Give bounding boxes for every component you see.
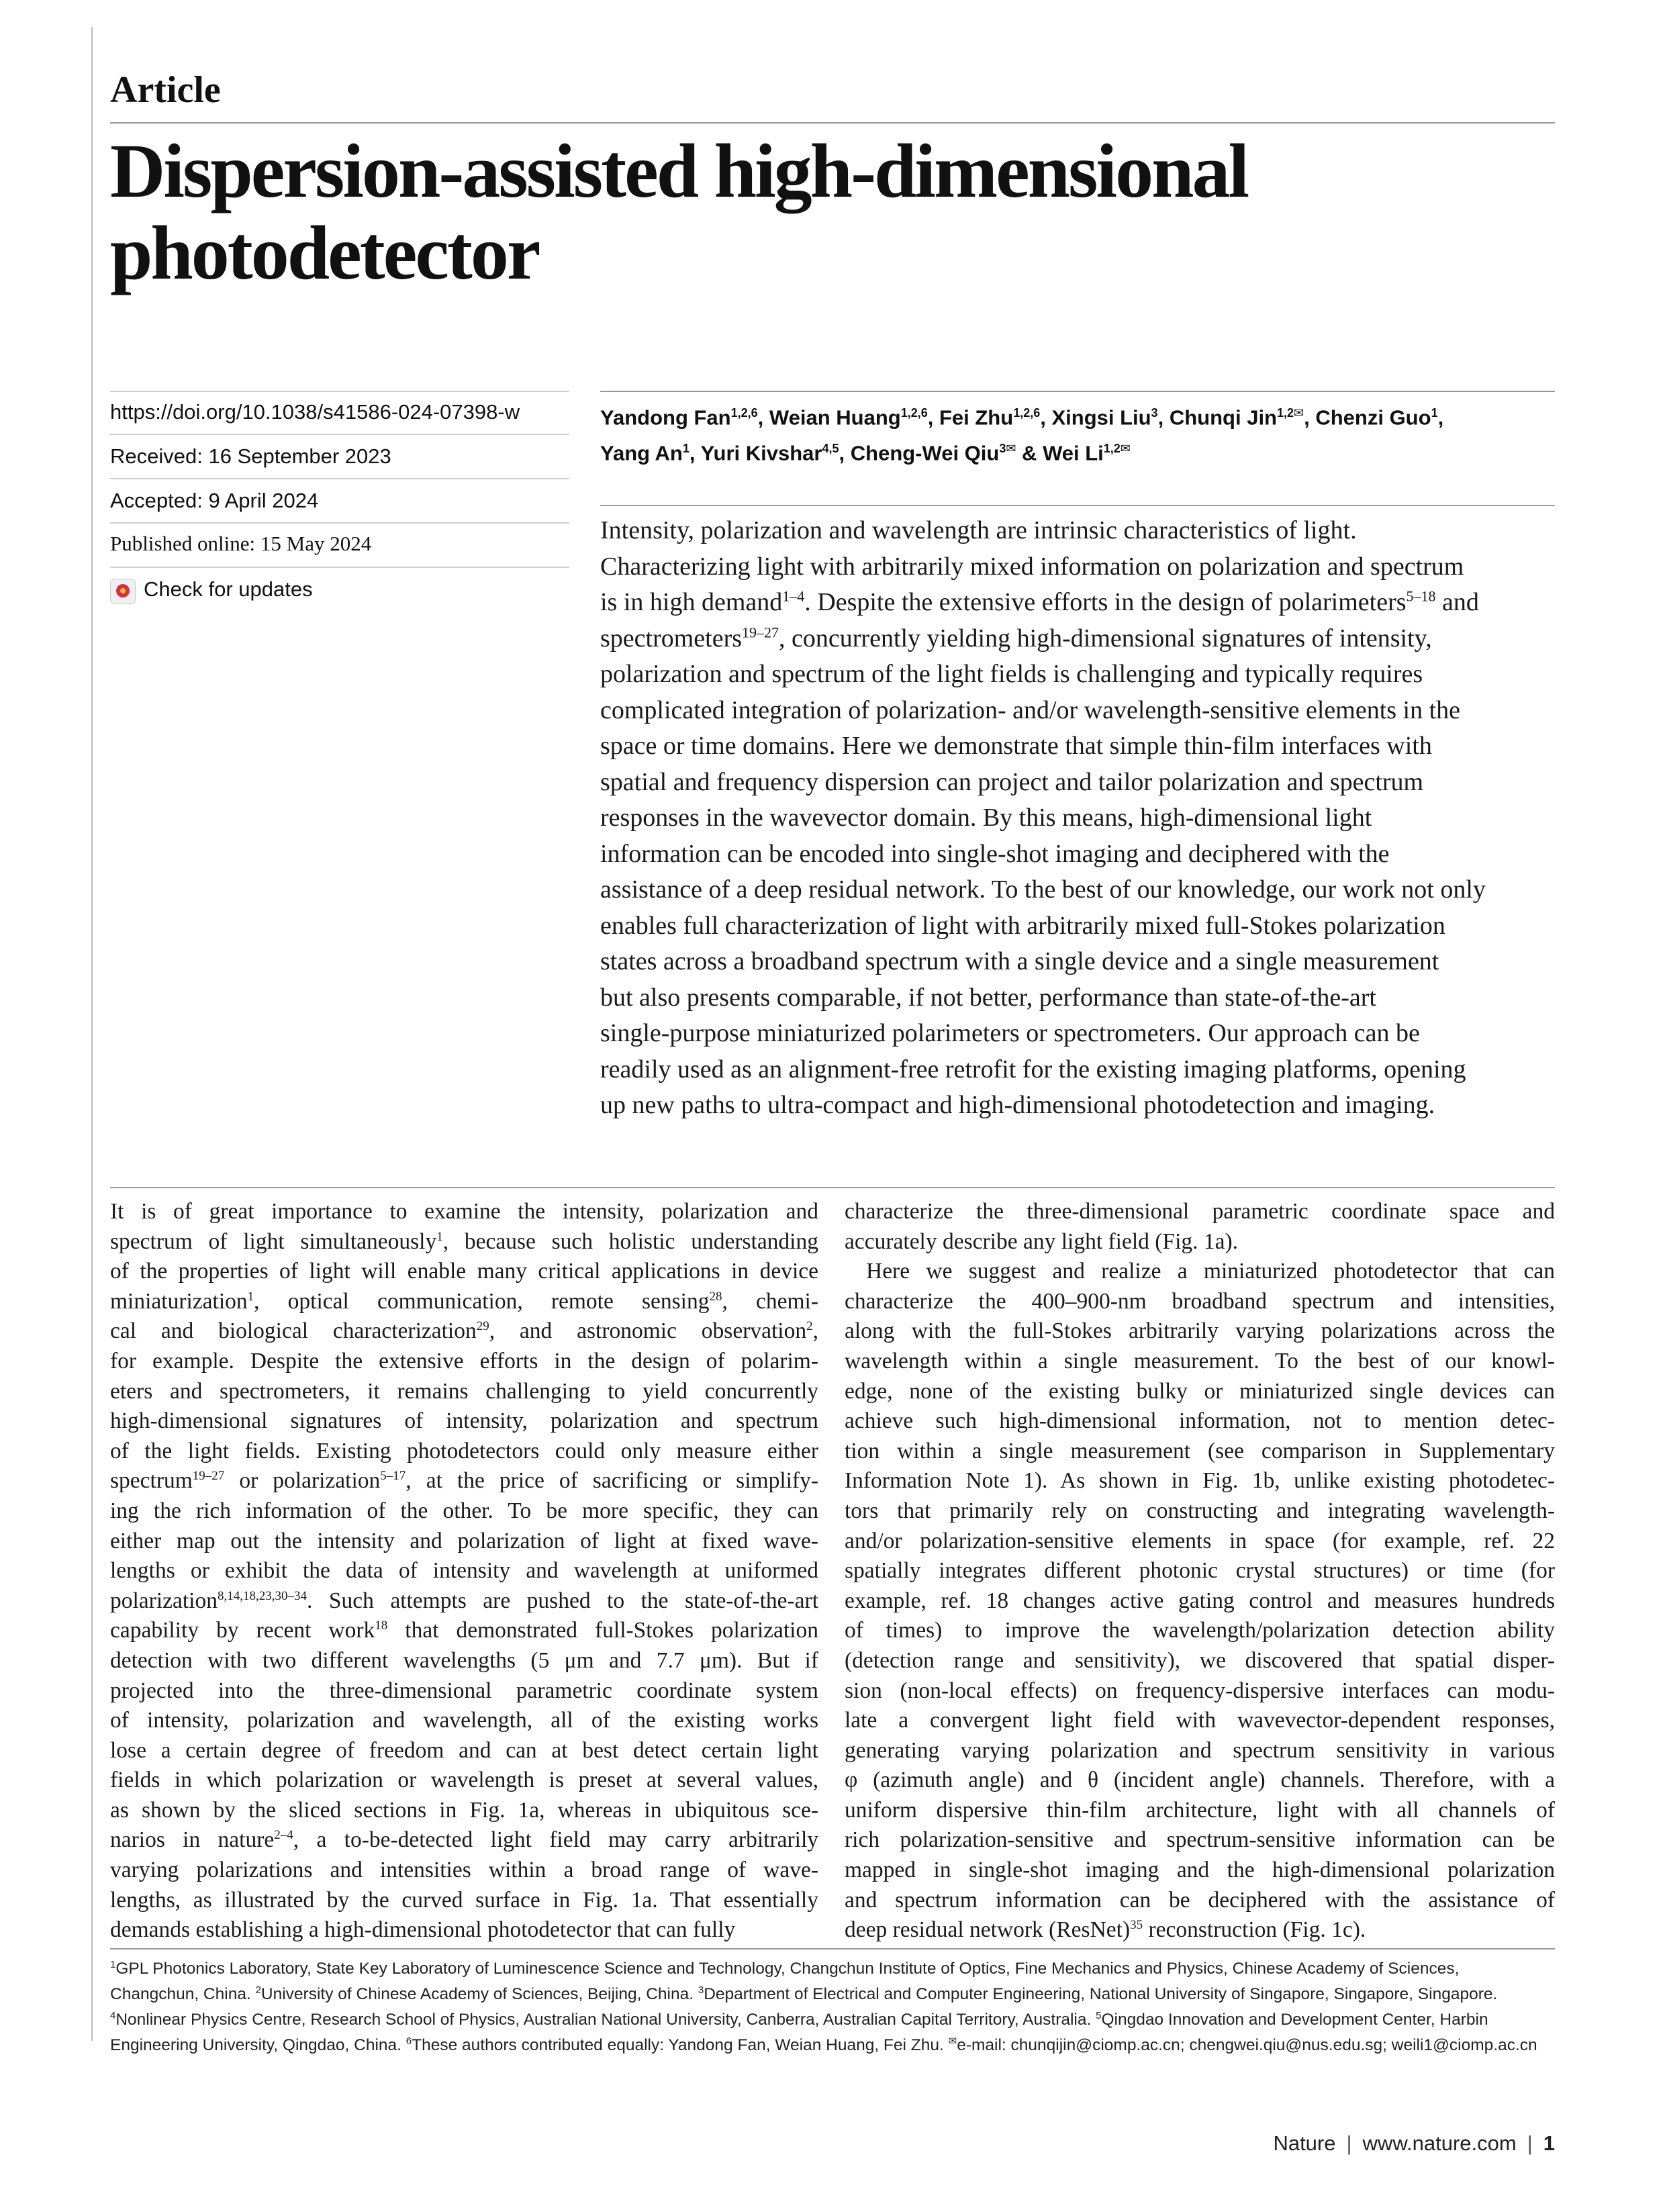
author-name: Fei Zhu bbox=[939, 405, 1014, 430]
text-run: fields in which polarization or wavelength is preset at several values, bbox=[110, 1768, 818, 1793]
body-line bbox=[845, 1766, 1555, 1796]
body-line bbox=[110, 1706, 818, 1736]
author-name: Chunqi Jin bbox=[1169, 405, 1277, 430]
text-run: responses in the wavevector domain. By this means, high-dimensional light bbox=[600, 804, 1372, 832]
text-run: of the properties of light will enable many critical applications in device bbox=[110, 1259, 818, 1284]
text-run: Changchun, China. bbox=[110, 1985, 256, 2003]
citation-superscript: 28 bbox=[709, 1289, 722, 1304]
text-run: polarization bbox=[110, 1588, 218, 1613]
body-line bbox=[845, 1676, 1555, 1706]
author-affiliation-marker: 3✉ bbox=[999, 442, 1016, 456]
abstract-line bbox=[600, 1016, 1550, 1052]
abstract-line bbox=[600, 836, 1550, 873]
footnote-line bbox=[110, 2033, 1555, 2058]
author-separator: , bbox=[1157, 405, 1170, 430]
text-run: high-dimensional signatures of intensity, polarization and spectrum bbox=[110, 1408, 818, 1434]
text-run: readily used as an alignment-free retrofit for the existing imaging platforms, opening bbox=[600, 1055, 1466, 1084]
author-name: Yandong Fan bbox=[600, 405, 731, 430]
body-column-left bbox=[110, 1197, 818, 1945]
body-line bbox=[845, 1197, 1555, 1227]
text-run: eters and spectrometers, it remains challenging to yield concurrently bbox=[110, 1378, 818, 1404]
affiliations-footnote bbox=[110, 1956, 1555, 2058]
text-run: spectrometers bbox=[600, 624, 743, 653]
text-run: spatial and frequency dispersion can project and tailor polarization and spectrum bbox=[600, 767, 1424, 796]
abstract-line bbox=[600, 657, 1550, 693]
text-run: that demonstrated full-Stokes polarization bbox=[387, 1618, 818, 1643]
author-name: Yuri Kivshar bbox=[700, 441, 822, 465]
text-run: , and astronomic observation bbox=[489, 1318, 807, 1344]
citation-superscript: 2 bbox=[255, 1984, 261, 1996]
check-for-updates-link[interactable]: Check for updates bbox=[144, 577, 313, 601]
text-run: Department of Electrical and Computer Engineering, National University of Singapore, Singapore, Singapore. bbox=[704, 1985, 1498, 2003]
text-run: and bbox=[1435, 588, 1479, 616]
body-line bbox=[845, 1466, 1555, 1496]
text-run: information can be encoded into single-shot imaging and deciphered with the bbox=[600, 839, 1390, 868]
footnote-rule bbox=[110, 1948, 1555, 1950]
text-run: for example. Despite the extensive efforts in the design of polarim- bbox=[110, 1348, 818, 1374]
article-title: Dispersion-assisted high-dimensional photodetector bbox=[110, 128, 1248, 295]
citation-superscript: 1 bbox=[436, 1229, 443, 1244]
citation-superscript: 1 bbox=[110, 1958, 116, 1970]
text-run: detection with two different wavelengths (5 μm and 7.7 μm). But if bbox=[110, 1647, 818, 1673]
text-run: spatially integrates different photonic crystal structures) or time (for bbox=[845, 1558, 1555, 1584]
author-list bbox=[600, 397, 1554, 469]
author-separator: , bbox=[1304, 405, 1316, 430]
text-run: Information Note 1). As shown in Fig. 1b, unlike existing photodetec- bbox=[845, 1468, 1555, 1494]
body-line bbox=[110, 1586, 818, 1617]
text-run: tors that primarily rely on constructing and integrating wavelength- bbox=[845, 1498, 1555, 1523]
text-run: of intensity, polarization and wavelength, all of the existing works bbox=[110, 1708, 818, 1733]
body-line bbox=[845, 1406, 1555, 1437]
text-run: is in high demand bbox=[600, 588, 783, 616]
citation-superscript: 4 bbox=[110, 2009, 116, 2021]
text-run: ing the rich information of the other. To be more specific, they can bbox=[110, 1498, 818, 1523]
text-run: These authors contributed equally: Yandong Fan, Weian Huang, Fei Zhu. bbox=[412, 2036, 949, 2054]
text-run: , concurrently yielding high-dimensional signatures of intensity, bbox=[779, 624, 1432, 653]
body-line bbox=[110, 1197, 818, 1227]
body-line bbox=[110, 1347, 818, 1377]
abstract-line bbox=[600, 585, 1550, 621]
citation-superscript: 8,14,18,23,30–34 bbox=[218, 1588, 307, 1603]
body-line bbox=[845, 1556, 1555, 1586]
body-line bbox=[845, 1646, 1555, 1676]
author-name: Yang An bbox=[600, 441, 683, 465]
abstract-line bbox=[600, 728, 1550, 765]
abstract-line bbox=[600, 693, 1550, 729]
body-line bbox=[845, 1316, 1555, 1347]
body-line bbox=[110, 1287, 818, 1317]
text-run: lose a certain degree of freedom and can at best detect certain light bbox=[110, 1737, 818, 1763]
accepted-date: Accepted: 9 April 2024 bbox=[110, 489, 319, 512]
text-run: University of Chinese Academy of Sciences, Beijing, China. bbox=[260, 1985, 698, 2003]
text-run: up new paths to ultra-compact and high-dimensional photodetection and imaging. bbox=[600, 1091, 1435, 1119]
body-line bbox=[110, 1496, 818, 1527]
text-run: reconstruction (Fig. 1c). bbox=[1143, 1917, 1366, 1943]
body-line bbox=[845, 1586, 1555, 1617]
text-run: but also presents comparable, if not better, performance than state-of-the-art bbox=[600, 983, 1376, 1012]
published-date: Published online: 15 May 2024 bbox=[110, 532, 372, 555]
text-run: space or time domains. Here we demonstrate that simple thin-film interfaces with bbox=[600, 732, 1432, 760]
text-run: Here we suggest and realize a miniaturized photodetector that can bbox=[866, 1259, 1555, 1284]
text-run: . Such attempts are pushed to the state-of-the-art bbox=[307, 1588, 818, 1613]
text-run: wavelength within a single measurement. To the best of our knowl- bbox=[845, 1348, 1555, 1374]
journal-website-link[interactable]: www.nature.com bbox=[1362, 2131, 1517, 2155]
body-line bbox=[110, 1527, 818, 1557]
footer-separator: | bbox=[1527, 2131, 1533, 2155]
text-run: generating varying polarization and spectrum sensitivity in various bbox=[845, 1737, 1555, 1763]
citation-superscript: 19–27 bbox=[742, 623, 779, 640]
text-run: states across a broadband spectrum with a single device and a single measurement bbox=[600, 947, 1439, 975]
abstract bbox=[600, 513, 1550, 1124]
citation-superscript: ✉ bbox=[948, 2035, 957, 2047]
abstract-line bbox=[600, 765, 1550, 801]
text-run: deep residual network (ResNet) bbox=[845, 1917, 1131, 1943]
left-margin-rule bbox=[91, 27, 93, 2041]
citation-superscript: 29 bbox=[476, 1319, 489, 1334]
author-separator: , bbox=[1437, 405, 1444, 430]
text-run: It is of great importance to examine the intensity, polarization and bbox=[110, 1199, 818, 1224]
body-line bbox=[845, 1706, 1555, 1736]
body-line bbox=[110, 1915, 818, 1945]
body-line bbox=[110, 1466, 818, 1496]
abstract-line bbox=[600, 908, 1550, 945]
text-run: characterize the 400–900-nm broadband spectrum and intensities, bbox=[845, 1288, 1555, 1314]
page-footer bbox=[1273, 2131, 1555, 2156]
body-line bbox=[110, 1736, 818, 1766]
text-run: Nonlinear Physics Centre, Research School of Physics, Australian National University, Canberra, Australian Capital Territory, Australia. bbox=[115, 2011, 1096, 2029]
body-line bbox=[845, 1825, 1555, 1856]
body-line bbox=[110, 1316, 818, 1347]
body-line bbox=[845, 1527, 1555, 1557]
text-run: GPL Photonics Laboratory, State Key Laboratory of Luminescence Science and Technology, Changchun Institute of Optics, Fine Mechanics and Physics, Chinese Academy of Sciences, bbox=[115, 1960, 1460, 1978]
body-line bbox=[110, 1556, 818, 1586]
author-name: Chenzi Guo bbox=[1315, 405, 1431, 430]
citation-superscript: 5–18 bbox=[1406, 587, 1436, 605]
text-run: Intensity, polarization and wavelength are intrinsic characteristics of light. bbox=[600, 516, 1357, 544]
author-separator: , bbox=[689, 441, 701, 465]
author-affiliation-marker: 1 bbox=[1431, 406, 1438, 420]
body-line bbox=[845, 1796, 1555, 1826]
text-run: rich polarization-sensitive and spectrum-sensitive information can be bbox=[845, 1827, 1555, 1853]
text-run: of the light fields. Existing photodetectors could only measure either bbox=[110, 1438, 818, 1463]
body-line bbox=[110, 1406, 818, 1437]
citation-superscript: 3 bbox=[698, 1984, 704, 1996]
text-run: φ (azimuth angle) and θ (incident angle) channels. Therefore, with a bbox=[845, 1768, 1555, 1793]
text-run: complicated integration of polarization- and/or wavelength-sensitive elements in the bbox=[600, 695, 1461, 724]
body-line bbox=[110, 1646, 818, 1676]
received-date: Received: 16 September 2023 bbox=[110, 444, 391, 468]
body-line bbox=[845, 1616, 1555, 1646]
text-run: spectrum of light simultaneously bbox=[110, 1229, 437, 1254]
abstract-line bbox=[600, 1052, 1550, 1088]
text-run: e-mail: chunqijin@ciomp.ac.cn; chengwei.qiu@nus.edu.sg; weili1@ciomp.ac.cn bbox=[957, 2036, 1537, 2054]
abstract-line bbox=[600, 621, 1550, 657]
citation-superscript: 18 bbox=[375, 1619, 388, 1633]
abstract-line bbox=[600, 1088, 1550, 1124]
text-run: either map out the intensity and polarization of light at fixed wave- bbox=[110, 1528, 818, 1553]
author-affiliation-marker: 1,2,6 bbox=[1013, 406, 1041, 420]
citation-superscript: 35 bbox=[1130, 1918, 1143, 1933]
body-line bbox=[845, 1856, 1555, 1886]
abstract-line bbox=[600, 872, 1550, 908]
author-affiliation-marker: 3 bbox=[1151, 406, 1158, 420]
footer-separator: | bbox=[1346, 2131, 1352, 2155]
abstract-line bbox=[600, 549, 1550, 585]
body-line bbox=[110, 1856, 818, 1886]
body-line bbox=[110, 1825, 818, 1856]
body-line bbox=[110, 1377, 818, 1407]
text-run: narios in nature bbox=[110, 1827, 275, 1853]
body-line bbox=[845, 1496, 1555, 1527]
text-run: achieve such high-dimensional information, not to mention detec- bbox=[845, 1408, 1555, 1434]
footnote-line bbox=[110, 2007, 1555, 2033]
body-line bbox=[845, 1915, 1555, 1945]
citation-superscript: 5–17 bbox=[380, 1469, 406, 1484]
text-run: varying polarizations and intensities within a broad range of wave- bbox=[110, 1858, 818, 1883]
text-run: Qingdao Innovation and Development Center, Harbin bbox=[1101, 2011, 1488, 2029]
text-run: accurately describe any light field (Fig. 1a). bbox=[845, 1229, 1239, 1254]
citation-superscript: 2 bbox=[806, 1319, 813, 1334]
text-run: (detection range and sensitivity), we discovered that spatial disper- bbox=[845, 1647, 1555, 1673]
author-line-2 bbox=[600, 433, 1554, 469]
abstract-line bbox=[600, 944, 1550, 980]
author-affiliation-marker: 1,2✉ bbox=[1103, 442, 1131, 456]
text-run: sion (non-local effects) on frequency-dispersive interfaces can modu- bbox=[845, 1678, 1555, 1703]
journal-name: Nature bbox=[1273, 2131, 1336, 2155]
author-name: Wei Li bbox=[1043, 441, 1104, 465]
text-run: and spectrum information can be deciphered with the assistance of bbox=[845, 1887, 1555, 1913]
text-run: or polarization bbox=[224, 1468, 381, 1494]
text-run: , at the price of sacrificing or simplify- bbox=[406, 1468, 818, 1494]
text-run: late a convergent light field with wavevector-dependent responses, bbox=[845, 1708, 1555, 1733]
text-run: lengths, as illustrated by the curved surface in Fig. 1a. That essentially bbox=[110, 1887, 818, 1913]
text-run: , optical communication, remote sensing bbox=[254, 1288, 710, 1314]
author-separator: , bbox=[839, 441, 851, 465]
body-line bbox=[110, 1437, 818, 1467]
author-affiliation-marker: 1,2,6 bbox=[730, 406, 758, 420]
body-line bbox=[845, 1736, 1555, 1766]
header-rule bbox=[110, 122, 1555, 124]
text-run: capability by recent work bbox=[110, 1618, 375, 1643]
citation-superscript: 6 bbox=[406, 2035, 412, 2047]
text-run: tion within a single measurement (see comparison in Supplementary bbox=[845, 1438, 1555, 1463]
text-run: demands establishing a high-dimensional photodetector that can fully bbox=[110, 1917, 736, 1943]
abstract-line bbox=[600, 980, 1550, 1016]
citation-superscript: 5 bbox=[1096, 2009, 1102, 2021]
abstract-rule bbox=[600, 505, 1555, 506]
body-line bbox=[110, 1766, 818, 1796]
author-separator: , bbox=[1040, 405, 1052, 430]
text-run: characterize the three-dimensional parametric coordinate space and bbox=[845, 1199, 1555, 1224]
text-run: polarization and spectrum of the light fields is challenging and typically requires bbox=[600, 660, 1423, 688]
footnote-line bbox=[110, 1956, 1555, 1982]
body-line bbox=[110, 1257, 818, 1287]
body-line bbox=[845, 1257, 1555, 1287]
body-column-right bbox=[845, 1197, 1555, 1945]
text-run: example, ref. 18 changes active gating control and measures hundreds bbox=[845, 1588, 1555, 1613]
body-line bbox=[845, 1377, 1555, 1407]
body-line bbox=[845, 1347, 1555, 1377]
body-line bbox=[845, 1886, 1555, 1916]
text-run: single-purpose miniaturized polarimeters or spectrometers. Our approach can be bbox=[600, 1019, 1420, 1047]
check-for-updates-icon[interactable] bbox=[110, 579, 136, 604]
citation-superscript: 19–27 bbox=[192, 1469, 225, 1484]
citation-superscript: 2–4 bbox=[274, 1828, 293, 1843]
section-label: Article bbox=[110, 69, 221, 111]
text-run: uniform dispersive thin-film architecture, light with all channels of bbox=[845, 1797, 1555, 1823]
body-line bbox=[110, 1796, 818, 1826]
meta-rule bbox=[110, 567, 569, 568]
text-run: along with the full-Stokes arbitrarily varying polarizations across the bbox=[845, 1318, 1555, 1344]
text-run: enables full characterization of light with arbitrarily mixed full-Stokes polarization bbox=[600, 911, 1445, 940]
body-line bbox=[110, 1227, 818, 1257]
body-line bbox=[110, 1676, 818, 1706]
body-line bbox=[845, 1437, 1555, 1467]
author-affiliation-marker: 4,5 bbox=[822, 442, 839, 456]
text-run: projected into the three-dimensional parametric coordinate system bbox=[110, 1678, 818, 1703]
text-run: mapped in single-shot imaging and the high-dimensional polarization bbox=[845, 1858, 1555, 1883]
text-run: Characterizing light with arbitrarily mixed information on polarization and spectrum bbox=[600, 552, 1464, 581]
author-name: Xingsi Liu bbox=[1051, 405, 1151, 430]
doi-link[interactable]: https://doi.org/10.1038/s41586-024-07398-w bbox=[110, 400, 520, 424]
text-run: of times) to improve the wavelength/polarization detection ability bbox=[845, 1618, 1555, 1643]
author-line-1 bbox=[600, 397, 1554, 433]
abstract-line bbox=[600, 513, 1550, 549]
author-separator: & bbox=[1016, 441, 1043, 465]
author-name: Cheng-Wei Qiu bbox=[850, 441, 1000, 465]
abstract-line bbox=[600, 800, 1550, 836]
text-run: and/or polarization-sensitive elements in space (for example, ref. 22 bbox=[845, 1528, 1555, 1553]
body-line bbox=[110, 1886, 818, 1916]
text-run: , because such holistic understanding bbox=[442, 1229, 818, 1254]
footnote-line bbox=[110, 1982, 1555, 2007]
text-run: cal and biological characterization bbox=[110, 1318, 477, 1344]
body-line bbox=[845, 1287, 1555, 1317]
citation-superscript: 1–4 bbox=[782, 587, 805, 605]
meta-rule bbox=[110, 522, 569, 524]
text-run: . Despite the extensive efforts in the design of polarimeters bbox=[804, 588, 1407, 616]
author-affiliation-marker: 1 bbox=[682, 442, 689, 456]
text-run: assistance of a deep residual network. To the best of our knowledge, our work not only bbox=[600, 875, 1486, 904]
meta-rule bbox=[110, 478, 569, 479]
author-name: Weian Huang bbox=[769, 405, 901, 430]
body-line bbox=[845, 1227, 1555, 1257]
author-separator: , bbox=[927, 405, 939, 430]
body-line bbox=[110, 1616, 818, 1646]
authors-rule bbox=[600, 391, 1555, 392]
body-rule bbox=[110, 1187, 1555, 1188]
text-run: as shown by the sliced sections in Fig. 1a, whereas in ubiquitous sce- bbox=[110, 1797, 818, 1823]
author-affiliation-marker: 1,2✉ bbox=[1277, 406, 1304, 420]
text-run: lengths or exhibit the data of intensity and wavelength at uniformed bbox=[110, 1558, 818, 1584]
author-affiliation-marker: 1,2,6 bbox=[900, 406, 928, 420]
text-run: , a to-be-detected light field may carry arbitrarily bbox=[293, 1827, 818, 1853]
text-run: Engineering University, Qingdao, China. bbox=[110, 2036, 406, 2054]
text-run: spectrum bbox=[110, 1468, 193, 1494]
text-run: , chemi- bbox=[722, 1288, 818, 1314]
citation-superscript: 1 bbox=[247, 1289, 254, 1304]
text-run: , bbox=[812, 1318, 818, 1344]
meta-rule bbox=[110, 434, 569, 435]
page-number: 1 bbox=[1543, 2131, 1555, 2155]
text-run: edge, none of the existing bulky or miniaturized single devices can bbox=[845, 1378, 1555, 1404]
meta-rule bbox=[110, 391, 569, 392]
author-separator: , bbox=[757, 405, 769, 430]
text-run: miniaturization bbox=[110, 1288, 248, 1314]
